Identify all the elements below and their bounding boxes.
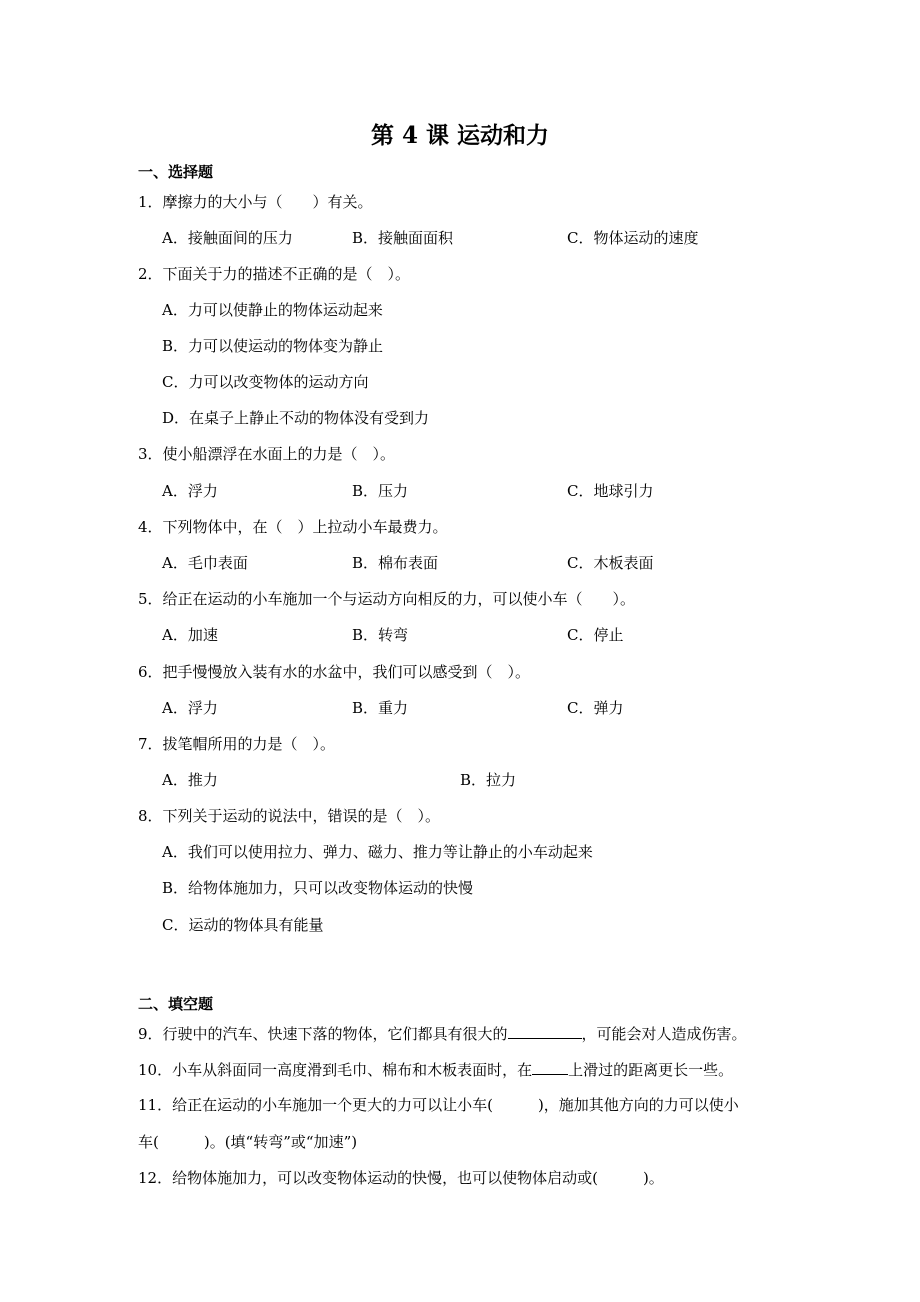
question-4-option-c: C．木板表面: [567, 554, 654, 572]
question-8-option-a: A．我们可以使用拉力、弹力、磁力、推力等让静止的小车动起来: [162, 843, 593, 861]
question-5: 5．给正在运动的小车施加一个与运动方向相反的力，可以使小车（ ）。: [138, 590, 636, 608]
question-11-line-2: 车( )。(填“转弯”或“加速”): [138, 1133, 358, 1151]
question-5-option-c: C．停止: [567, 626, 624, 644]
question-3-option-c: C．地球引力: [567, 482, 654, 500]
question-3-option-a: A．浮力: [162, 482, 218, 500]
question-9-text-before: 9．行驶中的汽车、快速下落的物体，它们都具有很大的: [138, 1025, 508, 1043]
question-9: [138, 1022, 747, 1045]
question-2-option-c: C．力可以改变物体的运动方向: [162, 373, 369, 391]
question-1: 1．摩擦力的大小与（ ）有关。: [138, 193, 373, 211]
question-3-option-b: B．压力: [352, 482, 409, 500]
page-title: 第 4 课 运动和力: [370, 122, 550, 149]
question-10-blank[interactable]: [532, 1058, 568, 1075]
question-7-option-b: B．拉力: [460, 771, 517, 789]
question-2-option-d: D．在桌子上静止不动的物体没有受到力: [162, 409, 430, 427]
question-7-option-a: A．推力: [162, 771, 218, 789]
question-10-text-after: 上滑过的距离更长一些。: [568, 1061, 734, 1079]
question-5-option-a: A．加速: [162, 626, 218, 644]
question-4-option-a: A．毛巾表面: [162, 554, 248, 572]
question-2: 2．下面关于力的描述不正确的是（ ）。: [138, 265, 411, 283]
section-heading-choice: 一、选择题: [138, 163, 214, 181]
question-8-option-b: B．给物体施加力，只可以改变物体运动的快慢: [162, 879, 474, 897]
question-1-option-c: C．物体运动的速度: [567, 229, 699, 247]
question-3: 3．使小船漂浮在水面上的力是（ ）。: [138, 445, 396, 463]
question-6-option-a: A．浮力: [162, 699, 218, 717]
question-2-option-b: B．力可以使运动的物体变为静止: [162, 337, 384, 355]
question-10-text-before: 10．小车从斜面同一高度滑到毛巾、棉布和木板表面时，在: [138, 1061, 533, 1079]
question-2-option-a: A．力可以使静止的物体运动起来: [162, 301, 383, 319]
question-1-option-a: A．接触面间的压力: [162, 229, 293, 247]
question-11-line-1: 11．给正在运动的小车施加一个更大的力可以让小车( )，施加其他方向的力可以使小: [138, 1096, 739, 1114]
question-4: 4．下列物体中，在（ ）上拉动小车最费力。: [138, 518, 448, 536]
question-9-text-after: ，可能会对人造成伤害。: [581, 1025, 747, 1043]
question-4-option-b: B．棉布表面: [352, 554, 439, 572]
question-6: 6．把手慢慢放入装有水的水盆中，我们可以感受到（ ）。: [138, 663, 531, 681]
question-9-blank[interactable]: [508, 1022, 582, 1039]
question-5-option-b: B．转弯: [352, 626, 409, 644]
question-12: 12．给物体施加力，可以改变物体运动的快慢，也可以使物体启动或( )。: [138, 1169, 664, 1187]
question-10: [138, 1058, 733, 1081]
question-6-option-c: C．弹力: [567, 699, 624, 717]
question-6-option-b: B．重力: [352, 699, 409, 717]
question-8: 8．下列关于运动的说法中，错误的是（ ）。: [138, 807, 441, 825]
question-7: 7．拔笔帽所用的力是（ ）。: [138, 735, 336, 753]
section-heading-fill: 二、填空题: [138, 995, 214, 1013]
question-8-option-c: C．运动的物体具有能量: [162, 916, 324, 934]
question-1-option-b: B．接触面面积: [352, 229, 454, 247]
